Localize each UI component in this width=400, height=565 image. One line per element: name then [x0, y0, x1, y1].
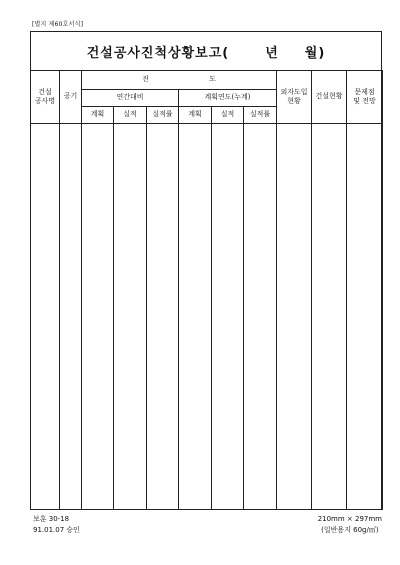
cell-cumulative-rate[interactable] [244, 124, 277, 510]
cell-annual-actual[interactable] [114, 124, 147, 510]
col-construction-status: 건설현황 [312, 71, 347, 124]
col-cumulative-rate: 실적률 [244, 107, 277, 124]
cell-issues[interactable] [347, 124, 383, 510]
footer-paper-spec [318, 514, 382, 536]
cell-annual-plan[interactable] [82, 124, 114, 510]
form-title [31, 32, 381, 70]
col-project-name: 건설 공사명 [31, 71, 60, 124]
cell-cumulative-actual[interactable] [212, 124, 244, 510]
progress-label-b: 도 [209, 75, 216, 84]
footer-paper-size: 210mm × 297mm [317, 515, 382, 523]
cell-period[interactable] [60, 124, 82, 510]
col-annual-actual: 실적 [114, 107, 147, 124]
cell-construction-status[interactable] [312, 124, 347, 510]
table-body-row [31, 124, 383, 510]
col-annual: 연간대비 [82, 90, 179, 107]
footer-approval-date: 91.01.07 승인 [33, 526, 80, 534]
report-form [30, 31, 382, 510]
form-label: [별지 제60호서식] [32, 21, 84, 28]
cell-annual-rate[interactable] [147, 124, 179, 510]
cell-project-name[interactable] [31, 124, 60, 510]
title-main: 건설공사진척상황보고( [86, 45, 230, 61]
footer-form-code: 보훈 30-18 [33, 515, 70, 523]
progress-label-a: 진 [142, 75, 149, 84]
cell-cumulative-plan[interactable] [179, 124, 212, 510]
col-cumulative-actual: 실적 [212, 107, 244, 124]
col-cumulative: 계획연도(누계) [179, 90, 277, 107]
cell-foreign-capital[interactable] [277, 124, 312, 510]
col-annual-plan: 계획 [82, 107, 114, 124]
col-period: 공기 [60, 71, 82, 124]
progress-table [30, 70, 383, 510]
footer-paper-weight: (일반용지 60g/㎡) [321, 526, 379, 534]
col-issues: 문제점 및 전망 [347, 71, 383, 124]
col-progress [82, 71, 277, 90]
col-foreign-capital: 외자도입 현황 [277, 71, 312, 124]
title-year: 년 [265, 45, 279, 61]
title-month: 월) [304, 45, 326, 61]
col-cumulative-plan: 계획 [179, 107, 212, 124]
col-annual-rate: 실적률 [147, 107, 179, 124]
footer-approval [33, 514, 80, 536]
